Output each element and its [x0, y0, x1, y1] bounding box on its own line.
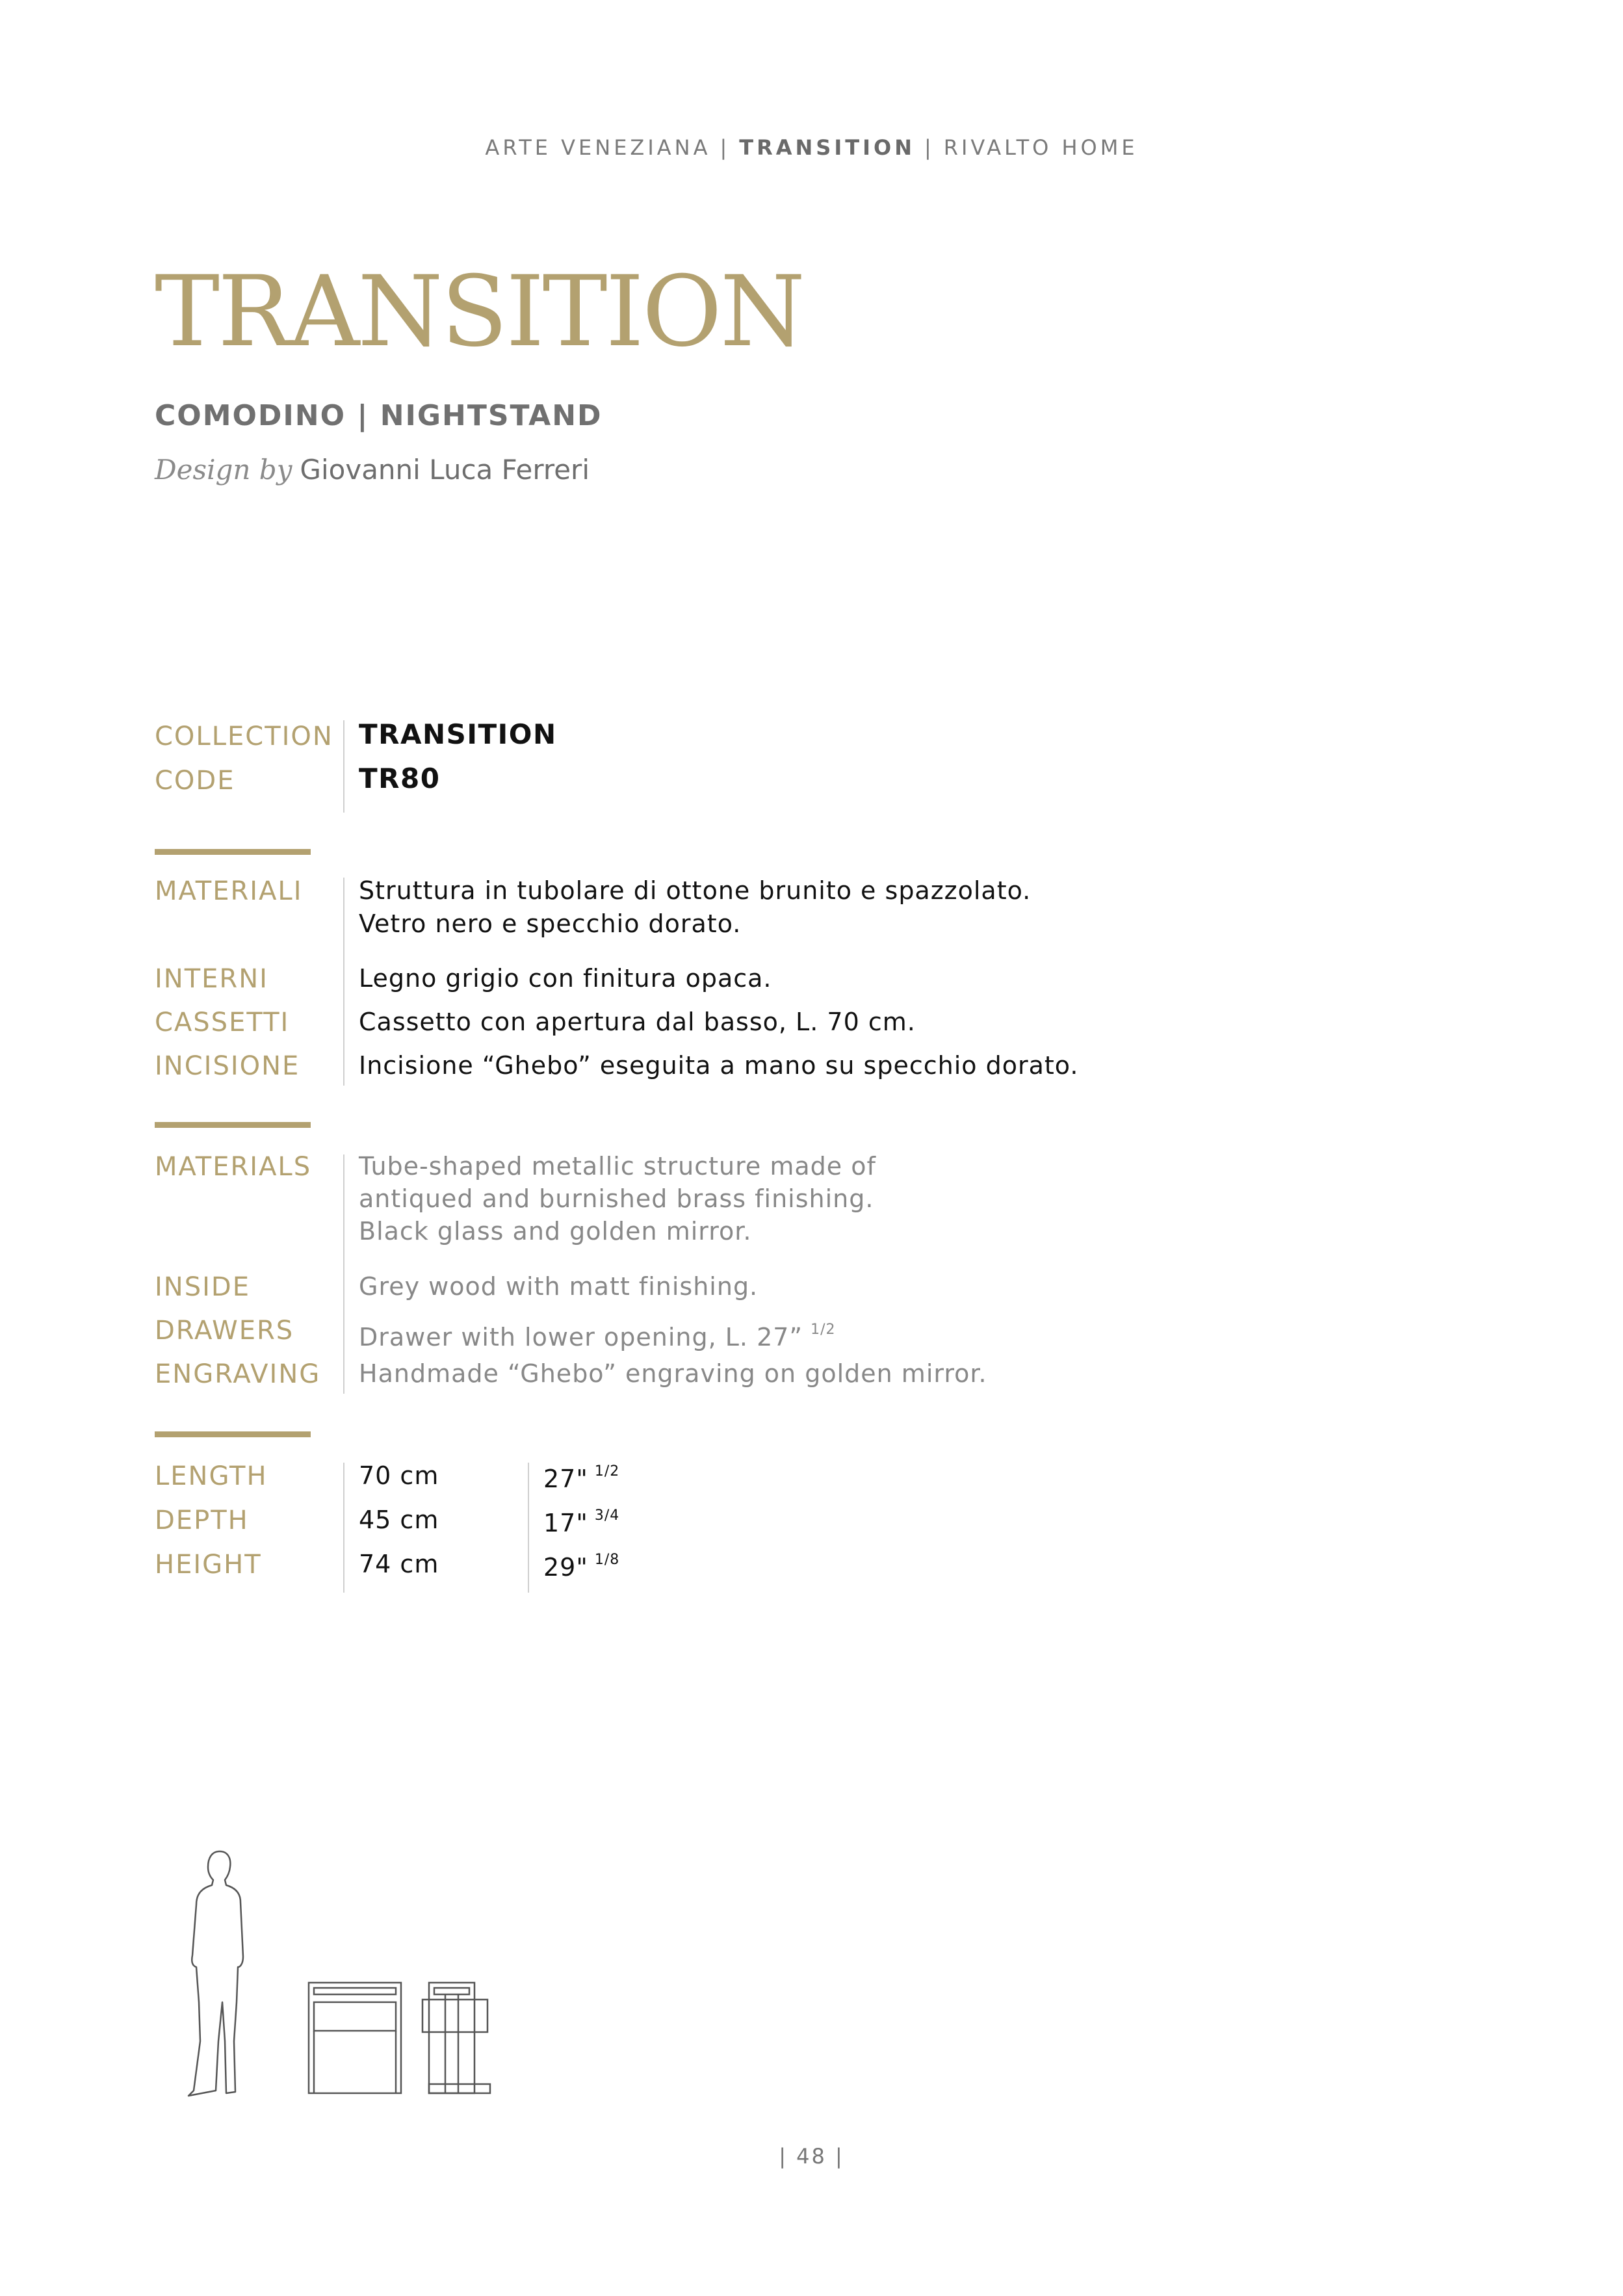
- inside-value: Grey wood with matt finishing.: [359, 1272, 759, 1301]
- materials-label: MATERIALS: [155, 1152, 312, 1182]
- nightstand-side-view-icon: [422, 1983, 490, 2093]
- code-value: TR80: [359, 763, 441, 794]
- divider-line: [528, 1463, 529, 1593]
- nightstand-front-view-icon: [309, 1983, 401, 2093]
- header-left: ARTE VENEZIANA: [485, 135, 711, 160]
- designer-credit: [155, 454, 590, 486]
- depth-inches: 17": [543, 1509, 588, 1537]
- human-figure-icon: [188, 1851, 243, 2096]
- interni-value: Legno grigio con finitura opaca.: [359, 964, 772, 993]
- cassetti-value: Cassetto con apertura dal basso, L. 70 cm.: [359, 1008, 916, 1036]
- materiali-line-2: Vetro nero e specchio dorato.: [359, 909, 742, 938]
- code-label: CODE: [155, 766, 235, 796]
- engraving-value: Handmade “Ghebo” engraving on golden mirror.: [359, 1359, 987, 1388]
- designer-prefix: Design by: [155, 454, 292, 486]
- header-separator: |: [924, 135, 935, 160]
- depth-fraction: 3/4: [594, 1507, 620, 1524]
- height-imperial: [543, 1552, 619, 1582]
- divider-line: [343, 720, 344, 813]
- page-number: | 48 |: [779, 2144, 844, 2169]
- length-label: LENGTH: [155, 1461, 268, 1491]
- product-title: TRANSITION: [155, 255, 804, 369]
- materiali-label: MATERIALI: [155, 876, 303, 906]
- materials-line-1: Tube-shaped metallic structure made of: [359, 1152, 876, 1181]
- gold-rule: [155, 1122, 311, 1128]
- length-inches: 27": [543, 1465, 588, 1493]
- height-metric: 74 cm: [359, 1550, 439, 1578]
- gold-rule: [155, 849, 311, 855]
- materials-line-3: Black glass and golden mirror.: [359, 1217, 752, 1246]
- drawers-fraction: 1/2: [811, 1322, 836, 1338]
- materiali-line-1: Struttura in tubolare di ottone brunito e spazzolato.: [359, 876, 1032, 905]
- scale-illustration: [175, 1846, 539, 2106]
- length-metric: 70 cm: [359, 1461, 439, 1490]
- length-imperial: [543, 1463, 619, 1493]
- divider-line: [343, 1155, 344, 1394]
- incisione-value: Incisione “Ghebo” eseguita a mano su specchio dorato.: [359, 1051, 1079, 1080]
- engraving-label: ENGRAVING: [155, 1359, 321, 1389]
- header-center: TRANSITION: [739, 135, 915, 160]
- collection-value: TRANSITION: [359, 718, 557, 750]
- drawers-value: [359, 1313, 836, 1354]
- materials-line-2: antiqued and burnished brass finishing.: [359, 1184, 874, 1213]
- product-subtitle: COMODINO | NIGHTSTAND: [155, 399, 603, 432]
- depth-label: DEPTH: [155, 1506, 249, 1535]
- divider-line: [343, 878, 344, 1086]
- header-separator: |: [720, 135, 731, 160]
- designer-name: Giovanni Luca Ferreri: [300, 454, 590, 486]
- length-fraction: 1/2: [594, 1463, 620, 1480]
- height-fraction: 1/8: [594, 1552, 620, 1568]
- interni-label: INTERNI: [155, 964, 268, 994]
- drawers-text: Drawer with lower opening, L. 27”: [359, 1323, 803, 1351]
- depth-metric: 45 cm: [359, 1506, 439, 1534]
- gold-rule: [155, 1431, 311, 1437]
- depth-imperial: [543, 1507, 619, 1537]
- height-inches: 29": [543, 1553, 588, 1582]
- inside-label: INSIDE: [155, 1272, 250, 1302]
- divider-line: [343, 1463, 344, 1593]
- incisione-label: INCISIONE: [155, 1051, 300, 1081]
- cassetti-label: CASSETTI: [155, 1008, 290, 1037]
- header-right: RIVALTO HOME: [943, 135, 1138, 160]
- collection-label: COLLECTION: [155, 722, 333, 751]
- running-header: [0, 135, 1623, 160]
- drawers-label: DRAWERS: [155, 1316, 294, 1346]
- height-label: HEIGHT: [155, 1550, 262, 1580]
